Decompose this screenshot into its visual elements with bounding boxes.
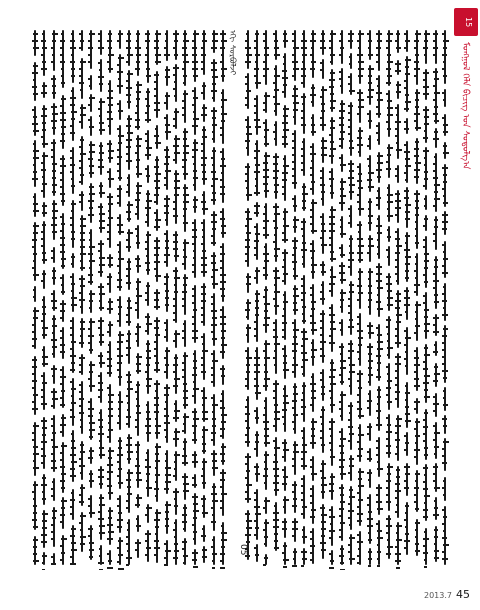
script-line [320,30,326,565]
script-line [301,30,307,565]
script-line [386,30,392,565]
script-line [154,30,160,565]
script-line [245,30,251,565]
script-line [433,30,439,565]
references-heading: ᠡᠬᠢ ᠰᠤᠷᠪᠤᠯᠵᠢ [228,30,237,76]
script-line [273,30,279,565]
script-line [404,30,410,565]
script-line [263,30,269,565]
script-line [357,30,363,565]
script-line [310,30,316,565]
script-line [117,30,123,565]
issue-date: 2013.7 [424,591,452,600]
script-line [292,30,298,565]
script-line [442,30,448,565]
script-line [376,30,382,565]
script-line [192,30,198,565]
script-line [164,30,170,565]
page-number: 45 [456,588,470,601]
script-line [32,30,38,565]
script-line [282,30,288,565]
script-line [98,30,104,565]
script-line [329,30,335,565]
script-line [201,30,207,565]
script-line [395,30,401,565]
script-line [88,30,94,565]
script-line [254,30,260,565]
section-badge [454,8,478,36]
script-line [173,30,179,565]
script-line [145,30,151,565]
script-line [70,30,76,565]
script-line [126,30,132,565]
page-footer [370,588,470,602]
script-line [423,30,429,565]
script-line [60,30,66,565]
text-column-right [238,30,450,570]
text-column-left [28,30,228,570]
script-line [79,30,85,565]
script-line [414,30,420,565]
script-line [211,30,217,565]
section-badge-label: 15 [464,16,473,28]
script-line [51,30,57,565]
script-line [348,30,354,565]
inner-page-number: 05 [238,544,248,556]
script-line [41,30,47,565]
script-line [182,30,188,565]
script-line [367,30,373,565]
script-line [107,30,113,565]
running-title: ᠮᠣᠩᠭᠣᠯ ᠬᠡᠯᠡ ᠪᠢᠴᠢᠭ ᠤᠨ ᠰᠤᠳᠤᠯᠭ᠎ᠠ [460,42,470,170]
script-line [339,30,345,565]
script-line [135,30,141,565]
